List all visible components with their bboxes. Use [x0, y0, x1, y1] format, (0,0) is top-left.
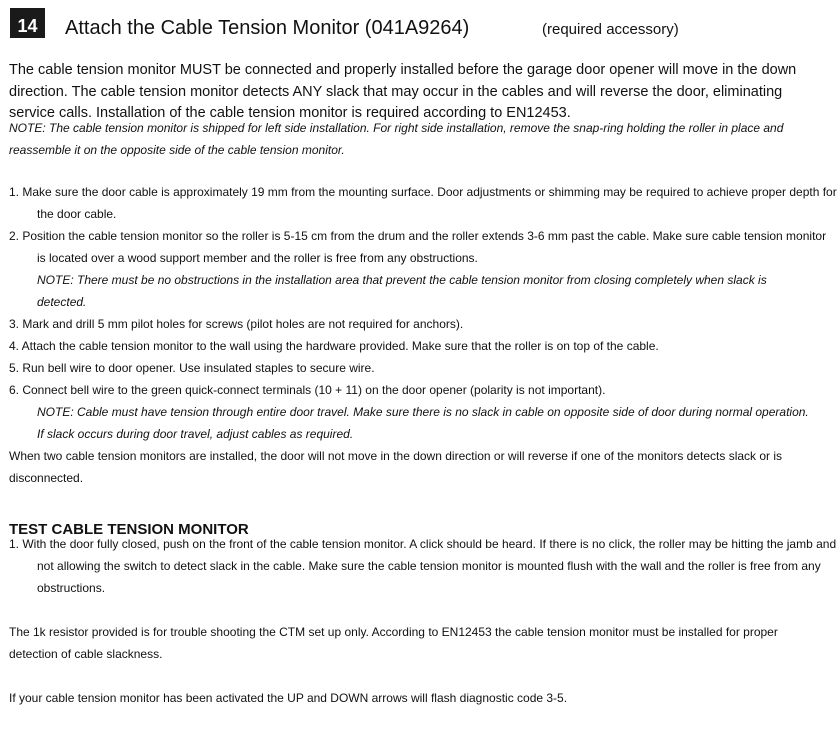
- diagnostic-paragraph: If your cable tension monitor has been activated the UP and DOWN arrows will flash diagnostic code 3-5.: [9, 691, 568, 705]
- installation-side-note: NOTE: The cable tension monitor is shipped for left side installation. For right side installation, remove the snap-ring holding the roller in place and reassemble it on the opposite side of the cable tension monitor.: [9, 121, 784, 157]
- step-3: 3. Mark and drill 5 mm pilot holes for screws (pilot holes are not required for anchors).: [9, 317, 464, 331]
- step-title: Attach the Cable Tension Monitor (041A9264): [65, 17, 470, 39]
- step-number-badge: 14: [10, 8, 45, 38]
- step-1: 1. Make sure the door cable is approximately 19 mm from the mounting surface. Door adjustments or shimming may be required to achieve proper depth for the door cable.: [9, 185, 837, 221]
- accessory-label: (required accessory): [542, 21, 679, 38]
- intro-paragraph: The cable tension monitor MUST be connected and properly installed before the garage door opener will move in the down direction. The cable tension monitor detects ANY slack that may occur in the cables and will reverse the door, eliminating service calls. Installation of the cable tension monitor is required according to EN12453.: [9, 62, 797, 121]
- step-6: 6. Connect bell wire to the green quick-connect terminals (10 + 11) on the door opener (polarity is not important).: [9, 383, 606, 397]
- test-section-title: TEST CABLE TENSION MONITOR: [9, 521, 249, 538]
- step-6-note: NOTE: Cable must have tension through entire door travel. Make sure there is no slack in cable on opposite side of door during normal operation. If slack occurs during door travel, adjust cables as required.: [37, 405, 809, 441]
- step-5: 5. Run bell wire to door opener. Use insulated staples to secure wire.: [9, 361, 375, 375]
- step-2: 2. Position the cable tension monitor so the roller is 5-15 cm from the drum and the roller extends 3-6 mm past the cable. Make sure cable tension monitor is located over a wood support member and the roller is free from any obstructions.: [9, 229, 827, 265]
- test-step-1: 1. With the door fully closed, push on the front of the cable tension monitor. A click should be heard. If there is no click, the roller may be hitting the jamb and not allowing the switch to detect slack in the cable. Make sure the cable tension monitor is mounted flush with the wall and the roller is free from any obstructions.: [9, 537, 837, 595]
- step-4: 4. Attach the cable tension monitor to the wall using the hardware provided. Make sure that the roller is on top of the cable.: [9, 339, 659, 353]
- step-2-note: NOTE: There must be no obstructions in the installation area that prevent the cable tension monitor from closing completely when slack is detected.: [37, 273, 767, 309]
- two-monitors-paragraph: When two cable tension monitors are installed, the door will not move in the down direction or will reverse if one of the monitors detects slack or is disconnected.: [9, 449, 783, 485]
- resistor-paragraph: The 1k resistor provided is for trouble shooting the CTM set up only. According to EN12453 the cable tension monitor must be installed for proper detection of cable slackness.: [9, 625, 778, 661]
- step-header: [10, 8, 830, 40]
